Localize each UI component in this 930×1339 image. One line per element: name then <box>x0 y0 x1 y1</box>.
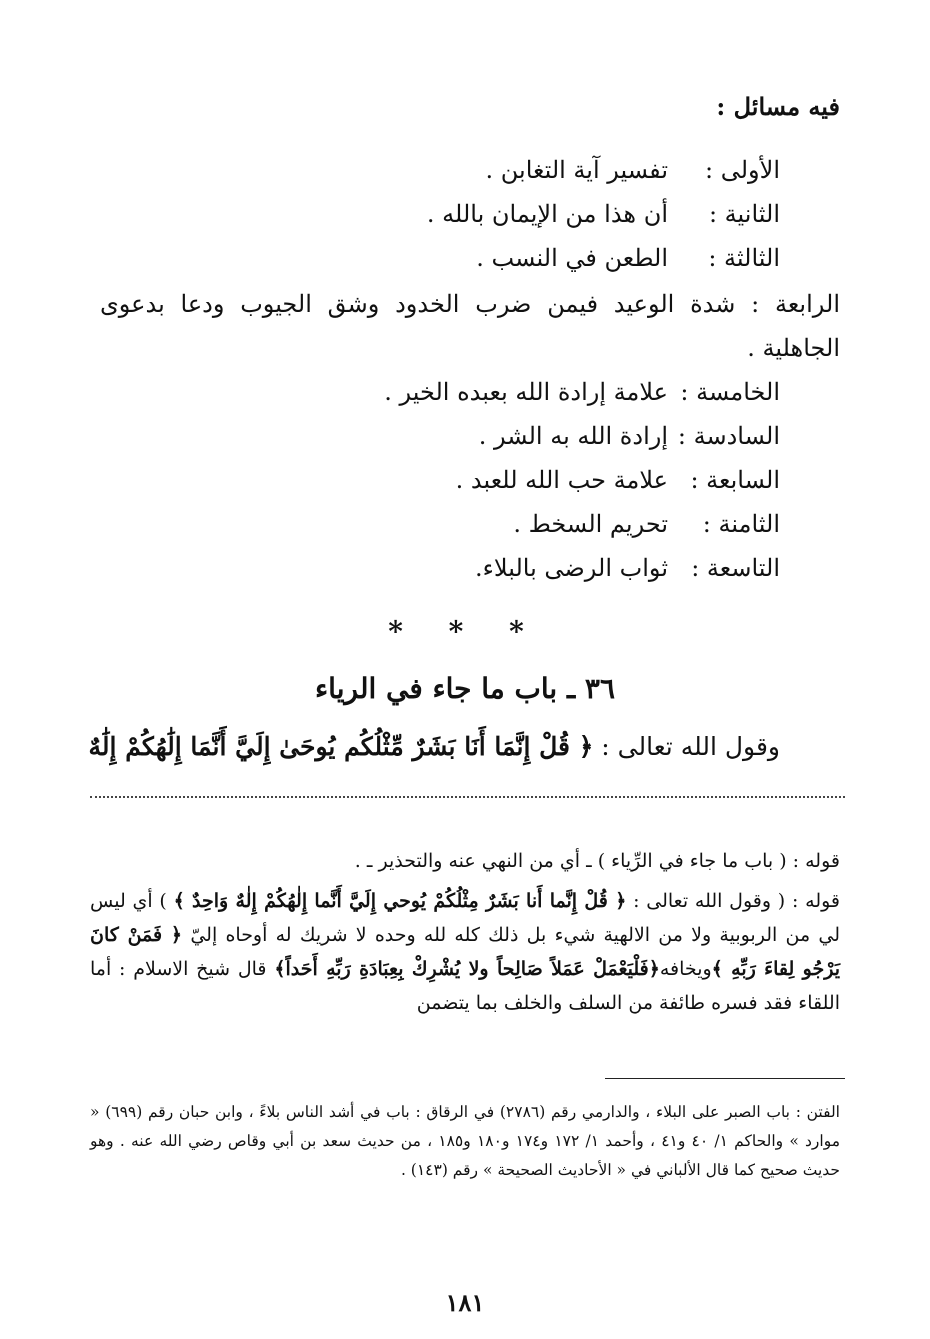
dotted-divider <box>90 796 845 798</box>
quran-verse-meeting: ﴿ فَمَنْ كانَ يَرْجُو لِقاءَ رَبِّهِ ﴾ <box>90 924 840 980</box>
quran-verse: ﴿ قُلْ إِنَّمَا أَنَا بَشَرٌ مِّثْلُكُم يُوحَىٰ إِلَيَّ أَنَّمَا إِلَٰهُكُمْ إِلَٰهٌ <box>88 732 594 761</box>
issue-8 <box>80 502 780 546</box>
issue-2 <box>80 192 780 236</box>
issue-5 <box>80 370 780 414</box>
page-number: ١٨١ <box>445 1288 485 1317</box>
issue-1 <box>80 148 780 192</box>
issue-label: التاسعة : <box>691 554 780 582</box>
issue-9 <box>80 546 780 590</box>
issues-list-continued <box>80 370 780 590</box>
issue-label: السابعة : <box>690 466 780 494</box>
issue-text: إرادة الله به الشر . <box>478 422 668 450</box>
footnote-rule <box>605 1078 845 1079</box>
issue-text: شدة الوعيد فيمن ضرب الخدود وشق الجيوب ودعا بدعوى الجاهلية . <box>100 290 840 362</box>
chapter-title: ٣٦ ـ باب ما جاء في الرياء <box>315 672 615 705</box>
issue-4 <box>100 282 840 370</box>
issue-text: علامة حب الله للعبد . <box>455 466 668 494</box>
issues-heading: فيه مسائل : <box>716 92 840 121</box>
chapter-verse <box>89 732 780 761</box>
verse-intro: وقول الله تعالى : <box>601 732 780 761</box>
commentary-paragraph <box>90 884 840 1020</box>
quran-verse-commentary: ﴿ قُلْ إِنَّما أَنا بَشَرٌ مِثْلُكُمْ يُوحي إِلَيَّ أَنَّما إِلٰهُكُمْ إِلٰهٌ وَاحِدٌ ﴾ <box>173 890 627 912</box>
issue-label: الثامنة : <box>702 510 780 538</box>
issue-label: السادسة : <box>677 422 780 450</box>
commentary-connector: ويخافه <box>659 958 712 980</box>
quran-verse-deeds: ﴿فَلْيَعْمَلْ عَمَلاً صَالِحاً ولا يُشْرِكْ بِعِبَادَةِ رَبِّهِ أَحَداً﴾ <box>274 958 660 980</box>
issue-label: الخامسة : <box>680 378 780 406</box>
issue-3 <box>80 236 780 280</box>
issues-list <box>80 148 780 280</box>
issue-text: ثواب الرضى بالبلاء. <box>475 554 668 582</box>
issue-6 <box>80 414 780 458</box>
commentary-intro: قوله : ( وقول الله تعالى : <box>633 890 841 912</box>
commentary-explanation: ) أي ليس لي من الربوبية ولا من الالهية شيء بل ذلك كله لله وحده لا شريك له أوحاه إليّ <box>90 890 841 946</box>
issue-label: الثالثة : <box>708 244 780 272</box>
issue-text: تحريم السخط . <box>513 510 668 538</box>
section-separator-stars: * * * <box>388 615 542 648</box>
issue-text: الطعن في النسب . <box>476 244 668 272</box>
issue-text: تفسير آية التغابن . <box>485 156 668 184</box>
issue-7 <box>80 458 780 502</box>
issue-label: الأولى : <box>705 156 780 184</box>
commentary-quote: قال شيخ الاسلام : أما اللقاء فقد فسره طائفة من السلف والخلف بما يتضمن <box>90 958 840 1014</box>
footnote: الفتن : باب الصبر على البلاء ، والدارمي رقم (٢٧٨٦) في الرقاق : باب في أشد الناس بلاءً ، وابن حبان رقم (٦٩٩) « موارد » والحاكم ١/ ٤٠ و٤١ ، وأحمد ١/ ١٧٢ و١٧٤ و١٨٠ و١٨٥ ، من حديث سعد بن أبي وقاص رضي الله عنه . وهو حديث صحيح كما قال الألباني في « الأحاديث الصحيحة » رقم (١٤٣) . <box>90 1103 841 1179</box>
issue-text: أن هذا من الإيمان بالله . <box>426 200 668 228</box>
issue-label: الثانية : <box>708 200 780 228</box>
issue-text: علامة إرادة الله بعبده الخير . <box>384 378 668 406</box>
issue-label: الرابعة : <box>751 290 840 318</box>
commentary-line-1: قوله : ( باب ما جاء في الرِّياء ) ـ أي من النهي عنه والتحذير ـ . <box>354 850 840 872</box>
